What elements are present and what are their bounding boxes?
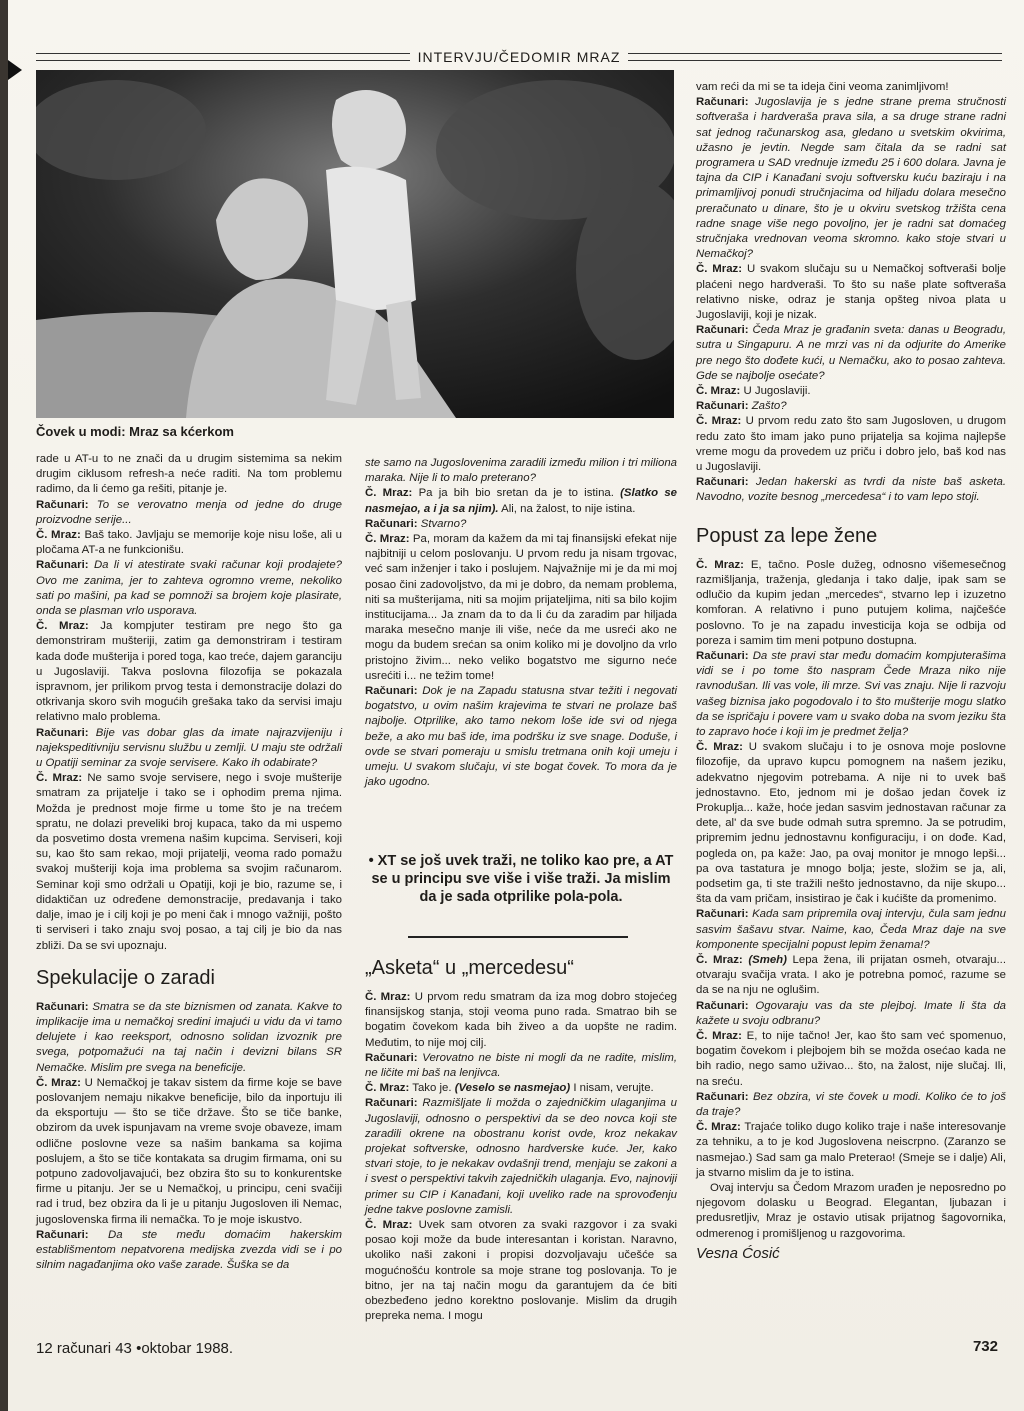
question-text: Čeda Mraz je građanin sveta: danas u Beogradu, sutra u Singapuru. A ne mrzi vas ni da odjurite do Amerike pre nego što dođete kući, u Nemačku, ako to posao zahteva. Gde se najbolje osećate? [696, 324, 1006, 382]
photo-caption: Čovek u modi: Mraz sa kćerkom [36, 424, 234, 439]
question [365, 517, 677, 532]
question-text: Da ste među domaćim hakerskim establišmentom nepatvorena medijska zvezda vidi se i po silnim nagađanjima oko vaše zarade. Šuška se da [36, 1228, 342, 1272]
answer-text: Baš tako. Javljaju se memorije koje nisu loše, ali u pločama AT-a ne funkcionišu. [36, 529, 342, 557]
answer-text: U Jugoslaviji. [743, 385, 811, 398]
speaker-label: Č. Mraz: [36, 772, 83, 785]
speaker-label: Č. Mraz: [36, 620, 89, 633]
answer-text: I nisam, verujte. [573, 1082, 654, 1095]
speaker-label: Č. Mraz: [696, 953, 743, 966]
question [36, 1000, 342, 1076]
speaker-label: Č. Mraz: [36, 529, 81, 542]
answer [696, 262, 1006, 323]
speaker-label: Č. Mraz: [365, 1082, 410, 1095]
section-header [36, 48, 1002, 66]
question [696, 323, 1006, 384]
question-text: Da li vi atestirate svaki računar koji prodajete? Ovo me zanima, jer to zahteva ogromno vreme, nekoliko sati po mašini, pa kad se pomnoži sa brojem koje plasirate, onda se plasman vrlo usporava. [36, 559, 342, 618]
question-text: Bije vas dobar glas da imate najrazvijeniju i najekspeditivniju servisnu službu u zemlji. U maju ste održali u Opatiji seminar za svoje servisere. Kako ih odabirate? [36, 726, 342, 770]
speaker-label: Računari: [36, 1000, 89, 1013]
answer [365, 532, 677, 684]
answer-text: Pa, moram da kažem da mi taj finansijski efekat nije najbitniji u celom poslovanju. U prvom redu ja nisam trgovac, već sam inženjer i tako i poslujem. Najvažnije mi je da mi moj posao čini zadovoljstvo, da mi je dobro, da nemam problema, niti sa mušterijama, niti sa mojim prijateljima, niti sa bilo kojim institucijama... Ja znam da to da li ću da zaradim par hiljada maraka mesečno manje ili više, neće da me usreći ako ne mogu da budem srećan sa onim koliko mi je dovoljno da vrlo pristojno živim... neko veliko bogatstvo me sigurno neće usrećiti i... ne težim tome! [365, 533, 677, 682]
speaker-label: Č. Mraz: [365, 487, 413, 500]
question [365, 1096, 677, 1218]
answer [696, 953, 1006, 999]
subheading: Spekulacije o zaradi [36, 966, 215, 989]
answer-text: U prvom redu smatram da iza mog dobro stojećeg finansijskog stanja, stoji veoma puno rada. Smatrao bih se bogatim čovekom kada bih živeo a da uopšte ne radim. Međutim, to nije moj cilj. [365, 991, 677, 1049]
question-text: To se verovatno menja od jedne do druge proizvodne serije... [36, 498, 342, 526]
question [365, 1051, 677, 1081]
speaker-label: Računari: [365, 1051, 418, 1064]
stage-direction: (Veselo se nasmejao) [454, 1082, 571, 1095]
speaker-label: Računari: [365, 685, 418, 698]
answer [365, 990, 677, 1051]
answer [36, 1076, 342, 1228]
answer [696, 414, 1006, 475]
answer-text: Pa ja bih bio sretan da je to istina. [418, 487, 614, 500]
question [696, 649, 1006, 740]
header-rule-left [36, 53, 410, 61]
question-text: Bez obzira, vi ste čovek u modi. Koliko će to još da traje? [696, 1090, 1006, 1118]
question-text: Jedan hakerski as tvrdi da niste baš asketa. Navodno, vozite besnog „mercedesa“ i to vam lepo stoji. [696, 476, 1006, 504]
speaker-label: Računari: [696, 400, 749, 413]
speaker-label: Računari: [696, 324, 749, 337]
answer [696, 1120, 1006, 1181]
speaker-label: Računari: [365, 1097, 418, 1110]
question [696, 95, 1006, 262]
answer-text: U svakom slučaju i to je osnova moje poslovne filozofije, da upravo kupcu pomognem na našem jeziku, adekvatno njegovim potrebama. A nije ni to uvek baš jednostavno. Eto, jednom mi je došao jedan čovek iz Prokuplja... kaže, hoće jedan sasvim jednostavan računar za dete, al' da sve bude odmah sutra spremno. Ja se potrudim, pripremim jednu jednostavnu konfiguraciju, i on dođe. Kad, pogleda on, pa kaže: Jao, pa ovaj monitor je mnogo lepši... pa ova tastatura je mnogo bolja; jeste, složim se ja, ali, podsetim ga, ti ste tražili nešto jednostavno, da nije skupo... šta da vam pričam, insistirao je čak i kućište da promenimo. [696, 741, 1006, 906]
answer-continued: vam reći da mi se ta ideja čini veoma zanimljivom! [696, 81, 949, 93]
question-text: Zašto? [751, 400, 787, 413]
speaker-label: Č. Mraz: [36, 1076, 81, 1089]
question-text: Kada sam pripremila ovaj intervju, čula sam jednu sasvim šašavu stvar. Naime, kao, Čeda Mraz daje na sve komponente specijalni popust lepim ženama!? [696, 908, 1006, 951]
answer-text: Uvek sam otvoren za svaki razgovor i za svaki posao koji može da bude interesantan i koristan. Naravno, ukoliko naši zakoni i propisi dozvoljavaju učešće sa mogućnošću kontrole sa moje strane tog poslovanja. To je bitno, jer na taj način mogu da garantujem da će biti obezbeđeno jedno korektno poslovanje. Mislim da drugih prepreka nema. I mogu [365, 1219, 678, 1323]
subheading: Popust za lepe žene [696, 524, 878, 547]
answer [365, 1218, 677, 1324]
speaker-label: Računari: [696, 476, 749, 489]
column-2-lower [365, 956, 677, 1324]
stage-direction: (Slatko se nasmejao, a i ja sa njim). [365, 487, 677, 515]
answer-text: Ja kompjuter testiram pre nego što ga demonstriram mušteriji, zatim ga demonstriram i testiram kada dođe mušterija i pored toga, kao treće, dajem garanciju u Jugoslaviji. Takva poslovna filozofija se pokazala ispravnom, jer prilikom prvog testa i demonstracije dolazi do otkrivanja skoro svih mogućih grešaka tako da servisi imaju relativno malo problema. [36, 620, 342, 724]
subheading: „Asketa“ u „mercedesu“ [365, 957, 574, 979]
question-text: Dok je na Zapadu statusna stvar težiti i negovati bogatstvo, u ovim našim krajevima te stvari ne prolaze baš najbolje. Otprilike, ako tamo nekom loše ide svi od njega beže, a ako mu baš ide, ima podršku iz sve snage. Doduše, i ovde se stvari pomeraju u smislu tretmana onih koji umeju i umeju. U svakom slučaju, vi ste bogat čovek. To mora da je jako ugodno. [365, 685, 677, 789]
speaker-label: Č. Mraz: [696, 558, 744, 571]
answer-text: Trajaće toliko dugo koliko traje i naše interesovanje za tehniku, a to je kod Jugoslovena neiscrpno. (Zaranzo se nasmejao.) Sad sam ga malo Preterao! (Smeje se i dalje) Ali, ja stvarno mislim da je to istina. [696, 1121, 1006, 1179]
speaker-label: Računari: [696, 999, 749, 1012]
paragraph: rade u AT-u to ne znači da u drugim sistemima sa nekim drugim ciklusom refresh-a neće raditi. Na tom problemu radimo, da li ćemo ga rešiti, pitanje je. [36, 453, 342, 496]
answer [696, 384, 1006, 399]
question-text: Smatra se da ste biznismen od zanata. Kakve to implikacije ima u nemačkoj sredini imajući u vidu da vi tamo delujete i kao reeksport, odnosno solidan izvoznik pre svega, potpomažući na taj način i devizni bilans SR Nemačke. Mislim pre svega na beneficije. [36, 1000, 342, 1074]
pull-quote: • XT se još uvek traži, ne toliko kao pre, a AT se u principu sve više i više traži. Ja mislim da je sada otprilike pola-pola. [368, 853, 674, 905]
speaker-label: Č. Mraz: [365, 1219, 413, 1232]
question [365, 684, 677, 790]
answer [696, 740, 1006, 907]
answer-text: E, tačno. Posle dužeg, odnosno višemesečnog razmišljanja, traženja, gledanja i tako dalje, ipak sam se odlučio da kupim jedan „mercedes“, stvarno lep i izuzetno komforan. A relativno i puno putujem kolima, najčešće poslovno. To je na zapadu investicija koja se odbija od poreza i samim tim meni potpuno dostupna. [696, 558, 1006, 647]
question-text: Ogovaraju vas da ste plejboj. Imate li šta da kažete u svoju odbranu? [696, 999, 1006, 1027]
speaker-label: Č. Mraz: [365, 991, 411, 1003]
page-number: 732 [972, 1338, 998, 1355]
speaker-label: Č. Mraz: [696, 1029, 742, 1042]
speaker-label: Računari: [365, 517, 418, 530]
photo-illustration [36, 70, 674, 418]
answer [36, 528, 342, 558]
answer-text: Ali, na žalost, to nije istina. [501, 502, 636, 515]
question [36, 1228, 342, 1274]
column-2 [365, 456, 677, 790]
speaker-label: Č. Mraz: [365, 533, 410, 546]
answer-text: U Nemačkoj je takav sistem da firme koje se bave poslovanjem nemaju nikakve beneficije, bilo da inportuju ili da eksportuju — što se tiče države. Što se tiče banke, obzirom da uvek ispunjavam na vreme svoje obaveze, imam odlične poslovne veze sa našim bankama sa kojima poslujem, a što se tiče kontakata sa drugim firmama, oni su potpuno zadovoljavajući, bez obzira što su to konkurentske firme u pitanju. Jer se u Nemačkoj, u principu, ceni svačiji rad i trud, bez obzira da li je u pitanju Jugosloven ili Nemac, jugoslovenska firma ili nemačka. To je moje iskustvo. [36, 1076, 342, 1226]
speaker-label: Računari: [696, 908, 749, 921]
answer-text: Ne samo svoje servisere, nego i svoje mušterije smatram za prijatelje i tako se i ophodim prema njima. Možda je prednost moje firme u tome što je na trećem spratu, ne dolazi preveliki broj kupaca, tako da mi uspemo da posvetimo dosta vremena našim kupcima. Serviseri, koji su, kao što sam rekao, moji prijatelji, veoma rado pomažu svakoj mušteriji koja ima problema sa svojim računarom. Seminar koji smo održali u Opatiji, koji je bio, razume se, i didaktičan uz određene demonstracije, predavanja i tako dalje, imao je i cilj koji je po meni čak i mnogo važniji, pošto ti serviseri i tako znaju svoj posao, a taj cilj je bio da nas zbliži. Da se svi upoznaju. [36, 772, 342, 952]
speaker-label: Računari: [696, 96, 749, 109]
question-text: Razmišljate li možda o zajedničkim ulaganjima u Jugoslaviji, odnosno o perspektivi da se deo novca koji ste zaradili okrene na obostranu korist ovde, kroz nekakav projekat softverske, odnosno hardverske kuće. Jer, kako stvari stoje, to je nekakav ovdašnji trend, menjaju se zakoni a i svest o perspektivi takvih zajedničkih ulaganja. Evo, najnoviji primer su CIP i Kanađani, koji uveliko rade na sprovođenju jedne takve poslovne zamisli. [365, 1097, 677, 1216]
question [696, 475, 1006, 505]
section-title: INTERVJU/ČEDOMIR MRAZ [417, 49, 621, 65]
answer-text: E, to nije tačno! Jer, kao što sam već spomenuo, bogatim čovekom i plejbojem bih se možda osećao kada ne bih radio, nego samo uživao... što, na žalost, nije slučaj. Ili, na sreću. [696, 1029, 1006, 1088]
question-text: Verovatno ne biste ni mogli da ne radite, mislim, ne ličite mi baš na lenjivca. [365, 1051, 677, 1080]
answer [696, 558, 1006, 649]
speaker-label: Računari: [36, 726, 89, 739]
speaker-label: Č. Mraz: [696, 415, 742, 428]
arrow-marker-icon [8, 60, 22, 80]
question [36, 558, 342, 619]
answer [36, 771, 342, 953]
speaker-label: Računari: [36, 498, 89, 511]
speaker-label: Č. Mraz: [696, 385, 741, 398]
pull-quote-rule [408, 936, 628, 938]
stage-direction: (Smeh) [748, 953, 787, 966]
speaker-label: Č. Mraz: [696, 1121, 741, 1134]
answer [36, 619, 342, 725]
interview-photo [36, 70, 674, 418]
answer [365, 1081, 677, 1096]
footer-issue-info: 12 računari 43 •oktobar 1988. [36, 1340, 234, 1357]
closing-paragraph: Ovaj intervju sa Čedom Mrazom urađen je neposredno po njegovom dolasku u Beograd. Elegantan, ljubazan i predusretljiv, Mraz je ostavio utisak prijatnog šagovornika, odmerenog i promišljenog u razgovorima. [696, 1182, 1006, 1240]
question-text: Stvarno? [420, 517, 467, 530]
question [696, 399, 1006, 414]
author-signature: Vesna Ćosić [696, 1244, 780, 1262]
answer-text: U prvom redu zato što sam Jugosloven, u drugom redu zato što imam jako puno prijatelja sa kojima najlepše vreme mogu da provedem uz priču i dobro jelo, baš kod nas u Jugoslaviji. [696, 415, 1006, 474]
speaker-label: Računari: [36, 1228, 89, 1241]
question-text: ste samo na Jugoslovenima zaradili između milion i tri miliona maraka. Nije li to malo preterano? [365, 457, 677, 485]
speaker-label: Računari: [696, 1090, 749, 1103]
question-continued [365, 456, 677, 486]
question [696, 1090, 1006, 1120]
column-3 [696, 80, 1006, 1261]
column-1 [36, 452, 342, 1273]
answer-text: Lepa žena, ili prijatan osmeh, otvaraju... otvaraju svačija vrata. I ako je potrebna pomoć, razume se da se na nju ne oglušim. [696, 953, 1006, 997]
question-text: Da ste pravi star među domaćim kompjuterašima vidi se i po tome što naspram Čede Mraza niko nije ravnodušan. Ili vas vole, ili mrze. Svi vas znaju. Nije li razvoju vašeg biznisa jako pogodovalo i to što mušterije mogu slatko da se ispričaju i poverе vam u svako doba na svom jeziku šta to zapravo hoće i koji im je predmet želja? [696, 649, 1006, 738]
question [696, 999, 1006, 1029]
speaker-label: Č. Mraz: [696, 263, 743, 276]
answer-text: Tako je. [412, 1082, 452, 1095]
answer [696, 1029, 1006, 1090]
question [36, 726, 342, 772]
header-rule-right [628, 53, 1002, 61]
question [36, 498, 342, 528]
speaker-label: Računari: [696, 649, 749, 662]
answer-text: U svakom slučaju su u Nemačkoj softveraši bolje plaćeni nego hardveraši. To što su naše plate softveraša relativno niske, odraz je stanja opšteg nivoa plata u Jugoslaviji, koji je nizak. [696, 263, 1006, 322]
answer [365, 486, 677, 516]
question-text: Jugoslavija je s jedne strane prema stručnosti softveraša i hardveraša prava sila, a sa druge strane radni sat jednog računarskog asa, gledano u svetskim okvirima, užasno je jevtin. Negde sam čitala da se radni sat programera u SAD vrednuje između 25 i 600 dolara. Javna je tajna da CIP i Kanađani svoju softversku kuću baziraju i na primamljivoj ponudi stručnjacima od hiljadu dolara mesečno preračunato u dinare, što je u okviru svetskog tržišta cena radne snage više nego povoljno, jer je radni sat domaćeg stručnjaka vrednovan veoma skromno. kako stoje stvari u Nemačkoj? [696, 96, 1006, 261]
question [696, 907, 1006, 953]
speaker-label: Č. Mraz: [696, 741, 743, 754]
speaker-label: Računari: [36, 559, 89, 572]
